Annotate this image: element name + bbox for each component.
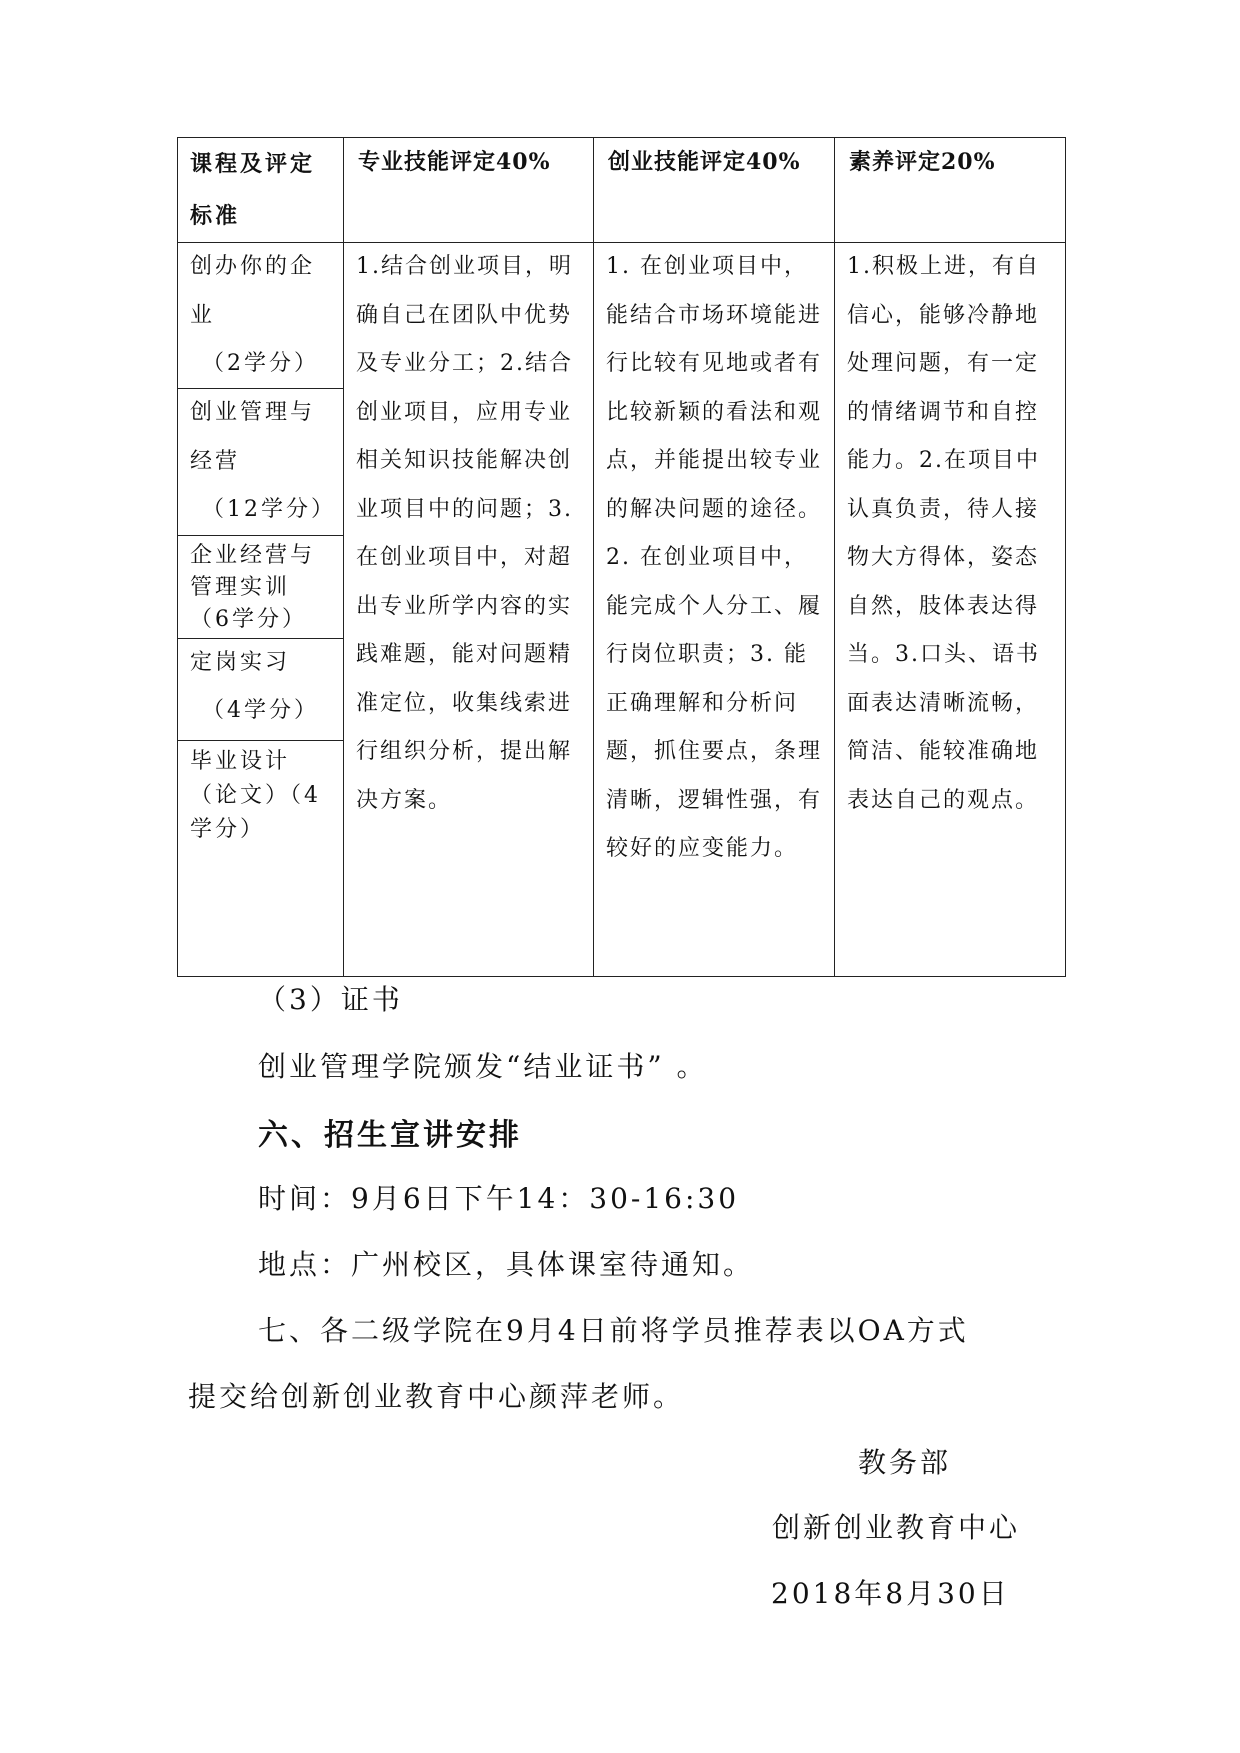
section-seven-line-1: 七、各二级学院在9月4日前将学员推荐表以OA方式: [258, 1314, 969, 1347]
table-row: [178, 243, 1066, 977]
header-professional-skills: 专业技能评定40%: [344, 138, 594, 243]
entrepreneurship-skills-text: 1. 在创业项目中，能结合市场环境能进行比较有见地或者有比较新颖的看法和观点，并能提出较专业的解决问题的途径。2. 在创业项目中，能完成个人分工、履行岗位职责；3. 能正确理解和分析问题，抓住要点，条理清晰，逻辑性强，有较好的应变能力。: [606, 254, 823, 861]
course-credit: （6学分）: [190, 607, 307, 632]
header-entrepreneurship-skills: 创业技能评定40%: [594, 138, 835, 243]
literacy-text: 1.积极上进，有自信心，能够冷静地处理问题，有一定的情绪调节和自控能力。2.在项目中认真负责，待人接物大方得体，姿态自然，肢体表达得当。3.口头、语书面表达清晰流畅，简洁、能较准确地表达自己的观点。: [847, 254, 1040, 813]
certificate-text: 创业管理学院颁发“结业证书” 。: [258, 1050, 708, 1083]
course-name: 定岗实习: [190, 650, 291, 675]
section-six-heading: 六、招生宣讲安排: [258, 1118, 522, 1153]
course-item: [178, 389, 343, 536]
signature-center: 创新创业教育中心: [772, 1511, 1021, 1544]
course-name: 创业管理与经营: [190, 400, 316, 474]
course-item: [178, 639, 343, 741]
course-credit: （4学分）: [202, 698, 319, 723]
course-name: 企业经营与管理实训: [190, 543, 316, 600]
course-item: [178, 536, 343, 639]
course-name: 毕业设计（论文）（4学分）: [190, 749, 321, 842]
literacy-cell: [835, 243, 1066, 977]
course-item: [178, 243, 343, 389]
section-seven-line-2: 提交给创新创业教育中心颜萍老师。: [188, 1380, 685, 1413]
signature-department: 教务部: [858, 1446, 952, 1479]
header-literacy: 素养评定20%: [835, 138, 1066, 243]
signature-date: 2018年8月30日: [771, 1577, 1010, 1610]
course-credit: （2学分）: [202, 351, 319, 376]
course-item: [178, 741, 343, 842]
evaluation-table: [177, 137, 1066, 977]
certificate-heading: （3）证书: [258, 983, 403, 1016]
professional-skills-cell: [344, 243, 594, 977]
course-credit: （12学分）: [202, 497, 336, 522]
table-header-row: [178, 138, 1066, 243]
briefing-time: 时间：9月6日下午14：30-16:30: [258, 1182, 740, 1215]
course-name: 创办你的企业: [190, 254, 316, 328]
briefing-place: 地点：广州校区，具体课室待通知。: [258, 1248, 755, 1281]
course-list-cell: [178, 243, 344, 977]
header-course-standard: 课程及评定标准: [178, 138, 344, 243]
entrepreneurship-skills-cell: [594, 243, 835, 977]
professional-skills-text: 1.结合创业项目，明确自己在团队中优势及专业分工；2.结合创业项目，应用专业相关知识技能解决创业项目中的问题；3.在创业项目中，对超出专业所学内容的实践难题，能对问题精准定位，收集线索进行组织分析，提出解决方案。: [356, 254, 573, 813]
